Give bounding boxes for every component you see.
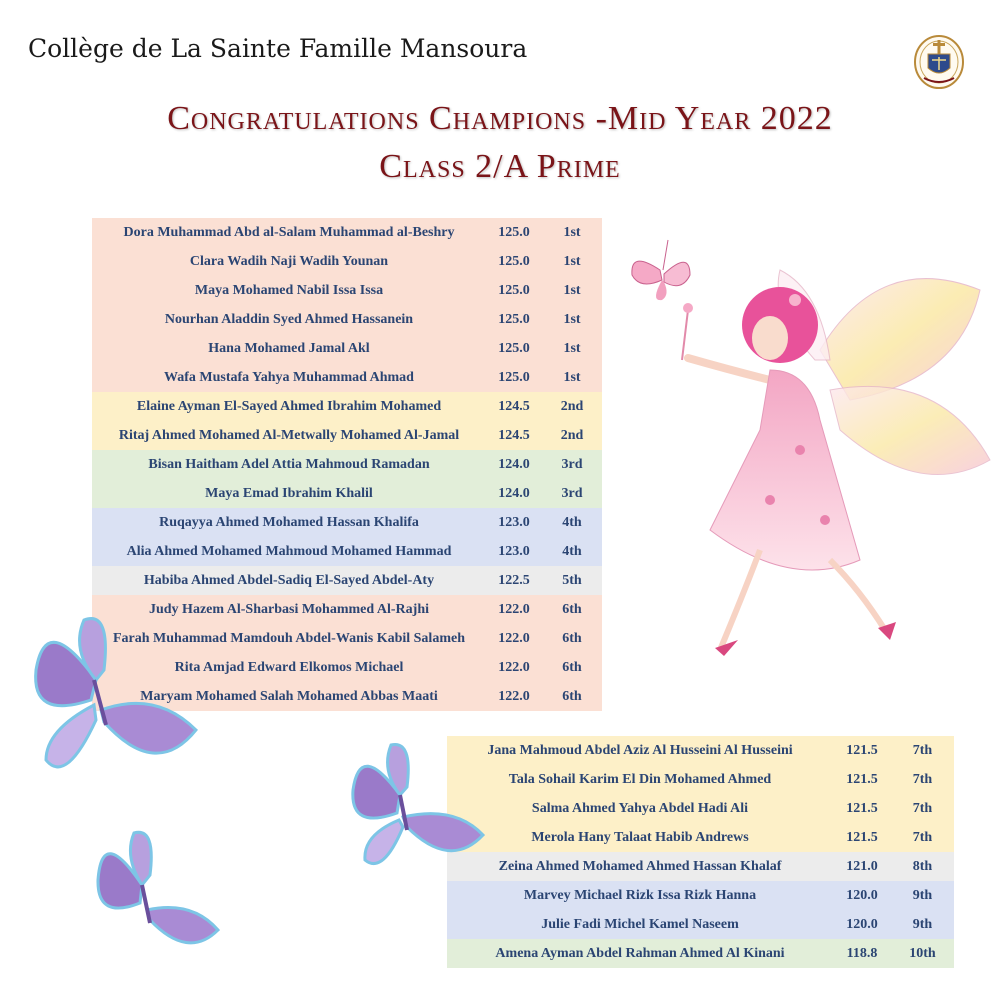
table-row [92, 247, 602, 276]
table-row [447, 910, 954, 939]
table-row [92, 218, 602, 247]
student-name: Ruqayya Ahmed Mohamed Hassan Khalifa [159, 514, 419, 530]
student-rank: 3rd [561, 456, 583, 472]
student-rank: 6th [562, 630, 582, 646]
student-score: 120.0 [846, 887, 878, 903]
student-name: Zeina Ahmed Mohamed Ahmed Hassan Khalaf [498, 858, 782, 874]
table-row [447, 736, 954, 765]
student-name: Ritaj Ahmed Mohamed Al-Metwally Mohamed Al-Jamal [118, 427, 460, 443]
table-row [92, 305, 602, 334]
school-name: Collège de La Sainte Famille Mansoura [28, 34, 528, 63]
student-name: Hana Mohamed Jamal Akl [208, 340, 370, 356]
student-rank: 1st [563, 224, 581, 240]
student-rank: 1st [563, 311, 581, 327]
student-name: Amena Ayman Abdel Rahman Ahmed Al Kinani [495, 945, 785, 961]
student-name: Alia Ahmed Mohamed Mahmoud Mohamed Hammad [126, 543, 452, 559]
student-name: Jana Mahmoud Abdel Aziz Al Husseini Al Husseini [487, 742, 793, 758]
student-rank: 6th [562, 659, 582, 675]
student-rank: 6th [562, 601, 582, 617]
table-row [92, 421, 602, 450]
student-rank: 6th [562, 688, 582, 704]
table-row [92, 508, 602, 537]
student-name: Julie Fadi Michel Kamel Naseem [541, 916, 739, 932]
student-rank: 7th [912, 742, 933, 758]
student-score: 120.0 [846, 916, 878, 932]
student-score: 123.0 [498, 514, 530, 530]
student-score: 122.0 [498, 630, 530, 646]
fairy-illustration [620, 230, 995, 660]
student-score: 118.8 [846, 945, 878, 961]
student-rank: 2nd [560, 427, 584, 443]
student-name: Dora Muhammad Abd al-Salam Muhammad al-Beshry [123, 224, 455, 240]
student-rank: 9th [912, 916, 933, 932]
table-row [92, 479, 602, 508]
ranking-table-bottom [447, 736, 954, 968]
table-row [447, 852, 954, 881]
student-name: Maryam Mohamed Salah Mohamed Abbas Maati [140, 688, 438, 704]
table-row [92, 334, 602, 363]
table-row [447, 939, 954, 968]
student-score: 125.0 [498, 340, 530, 356]
page-title: Congratulations Champions -Mid Year 2022 [167, 100, 833, 137]
student-name: Maya Emad Ibrahim Khalil [205, 485, 373, 501]
student-rank: 7th [912, 771, 933, 787]
page-subtitle: Class 2/A Prime [379, 148, 621, 185]
school-crest-logo [912, 30, 966, 90]
student-score: 122.0 [498, 601, 530, 617]
student-rank: 1st [563, 340, 581, 356]
student-score: 124.5 [498, 427, 530, 443]
student-name: Salma Ahmed Yahya Abdel Hadi Ali [531, 800, 749, 816]
student-name: Maya Mohamed Nabil Issa Issa [194, 282, 384, 298]
student-score: 125.0 [498, 224, 530, 240]
student-name: Merola Hany Talaat Habib Andrews [531, 829, 749, 845]
student-name: Tala Sohail Karim El Din Mohamed Ahmed [508, 771, 772, 787]
student-rank: 7th [912, 829, 933, 845]
student-score: 125.0 [498, 311, 530, 327]
student-rank: 10th [909, 945, 936, 961]
student-score: 122.0 [498, 659, 530, 675]
student-rank: 2nd [560, 398, 584, 414]
table-row [92, 566, 602, 595]
table-row [447, 765, 954, 794]
student-name: Farah Muhammad Mamdouh Abdel-Wanis Kabil Salameh [112, 630, 465, 646]
student-score: 124.0 [498, 456, 530, 472]
student-name: Clara Wadih Naji Wadih Younan [189, 253, 389, 269]
student-score: 121.5 [846, 742, 878, 758]
student-score: 123.0 [498, 543, 530, 559]
student-name: Elaine Ayman El-Sayed Ahmed Ibrahim Mohamed [136, 398, 442, 414]
student-score: 125.0 [498, 253, 530, 269]
student-score: 124.5 [498, 398, 530, 414]
student-score: 121.0 [846, 858, 878, 874]
student-rank: 9th [912, 887, 933, 903]
butterfly-illustration-bottom [92, 825, 222, 960]
student-score: 125.0 [498, 282, 530, 298]
table-row [447, 823, 954, 852]
student-rank: 5th [562, 572, 582, 588]
student-rank: 1st [563, 282, 581, 298]
table-row [92, 363, 602, 392]
student-name: Rita Amjad Edward Elkomos Michael [174, 659, 404, 675]
student-score: 121.5 [846, 800, 878, 816]
student-score: 121.5 [846, 771, 878, 787]
student-score: 122.0 [498, 688, 530, 704]
table-row [92, 276, 602, 305]
student-name: Habiba Ahmed Abdel-Sadiq El-Sayed Abdel-Aty [143, 572, 435, 588]
table-row [447, 881, 954, 910]
table-row [447, 794, 954, 823]
student-rank: 7th [912, 800, 933, 816]
student-rank: 8th [912, 858, 933, 874]
student-rank: 3rd [561, 485, 583, 501]
table-row [92, 450, 602, 479]
table-row [92, 537, 602, 566]
student-score: 122.5 [498, 572, 530, 588]
student-name: Bisan Haitham Adel Attia Mahmoud Ramadan [148, 456, 430, 472]
butterfly-illustration-left [26, 610, 198, 780]
student-score: 125.0 [498, 369, 530, 385]
butterfly-illustration-middle [345, 735, 485, 875]
student-name: Judy Hazem Al-Sharbasi Mohammed Al-Rajhi [148, 601, 429, 617]
small-pink-butterfly-icon [632, 240, 690, 300]
table-row [92, 392, 602, 421]
student-rank: 4th [562, 514, 582, 530]
student-score: 124.0 [498, 485, 530, 501]
student-score: 121.5 [846, 829, 878, 845]
student-rank: 4th [562, 543, 582, 559]
student-name: Marvey Michael Rizk Issa Rizk Hanna [523, 887, 757, 903]
student-rank: 1st [563, 369, 581, 385]
student-name: Wafa Mustafa Yahya Muhammad Ahmad [164, 369, 414, 385]
student-name: Nourhan Aladdin Syed Ahmed Hassanein [164, 311, 414, 327]
student-rank: 1st [563, 253, 581, 269]
